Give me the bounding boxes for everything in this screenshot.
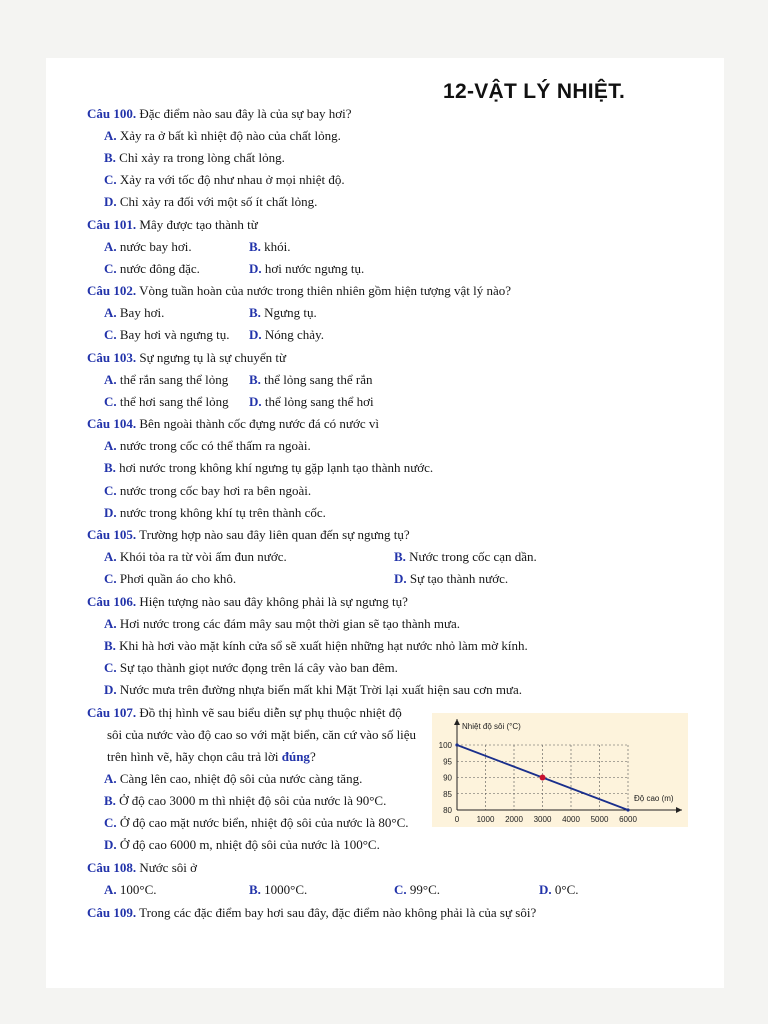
x-tick-label: 3000 (533, 815, 552, 824)
option-label: B. (249, 305, 261, 320)
question-text-line-2: sôi của nước vào độ cao so với mặt biển, căn cứ vào số liệu (107, 727, 417, 742)
option-text: Ở độ cao 6000 m, nhiệt độ sôi của nước là 100°C. (116, 837, 380, 852)
option-label: A. (104, 128, 117, 143)
option-label: D. (249, 327, 262, 342)
question-number: Câu 109. (87, 905, 137, 920)
x-axis-label: Độ cao (m) (634, 794, 674, 803)
option-d[interactable] (104, 682, 522, 698)
option-text: Khói tỏa ra từ vòi ấm đun nước. (116, 549, 287, 564)
question-101 (87, 217, 258, 233)
option-a[interactable] (104, 239, 192, 255)
option-label: C. (104, 815, 117, 830)
option-text: nước bay hơi. (116, 239, 192, 254)
y-tick-label: 100 (438, 741, 452, 750)
y-axis-label: Nhiệt độ sôi (°C) (462, 722, 521, 731)
option-text: Chỉ xảy ra đối với một số ít chất lỏng. (116, 194, 318, 209)
option-text: nước trong cốc có thể thấm ra ngoài. (116, 438, 311, 453)
option-label: B. (394, 549, 406, 564)
option-label: C. (104, 660, 117, 675)
boiling-point-chart (432, 713, 688, 827)
option-b[interactable] (104, 150, 285, 166)
question-text-line-1: Đồ thị hình vẽ sau biểu diễn sự phụ thuộc nhiệt độ (136, 705, 402, 720)
question-text: Bên ngoài thành cốc đựng nước đá có nước vì (136, 416, 379, 431)
option-b[interactable] (249, 372, 372, 388)
question-number: Câu 101. (87, 217, 137, 232)
y-tick-label: 80 (443, 806, 452, 815)
option-d[interactable] (249, 261, 364, 277)
question-text: Trong các đặc điểm bay hơi sau đây, đặc điểm nào không phải là của sự sôi? (136, 905, 537, 920)
option-c[interactable] (104, 261, 200, 277)
option-label: A. (104, 616, 117, 631)
option-text: Chỉ xảy ra trong lòng chất lỏng. (115, 150, 285, 165)
chart-svg (432, 713, 688, 827)
option-text: hơi nước ngưng tụ. (261, 261, 365, 276)
option-label: C. (104, 571, 117, 586)
question-107 (87, 705, 402, 721)
question-109 (87, 905, 536, 921)
option-label: C. (104, 261, 117, 276)
y-tick-label: 90 (443, 773, 452, 783)
option-d[interactable] (249, 394, 374, 410)
option-label: B. (249, 372, 261, 387)
emphasis-word: đúng (281, 749, 310, 764)
option-a[interactable] (104, 305, 164, 321)
option-text: Ngưng tụ. (260, 305, 317, 320)
option-a[interactable] (104, 882, 157, 898)
option-b[interactable] (394, 549, 537, 565)
option-c[interactable] (104, 394, 229, 410)
option-label: C. (104, 483, 117, 498)
question-104 (87, 416, 379, 432)
question-text: Mây được tạo thành từ (136, 217, 258, 232)
option-label: C. (104, 394, 117, 409)
option-text: nước đông đặc. (116, 261, 200, 276)
option-text: nước trong cốc bay hơi ra bên ngoài. (116, 483, 312, 498)
y-tick-label: 95 (443, 757, 452, 767)
option-d[interactable] (394, 571, 508, 587)
option-label: B. (249, 239, 261, 254)
option-label: D. (104, 194, 117, 209)
option-c[interactable] (104, 172, 345, 188)
option-text: Sự tạo thành giọt nước đọng trên lá cây vào ban đêm. (116, 660, 398, 675)
option-text: Hơi nước trong các đám mây sau một thời gian sẽ tạo thành mưa. (116, 616, 461, 631)
option-a[interactable] (104, 372, 228, 388)
question-102 (87, 283, 511, 299)
option-c[interactable] (394, 882, 440, 898)
option-a[interactable] (104, 771, 362, 787)
question-103 (87, 350, 286, 366)
option-label: C. (104, 172, 117, 187)
y-tick-label: 85 (443, 789, 452, 799)
option-b[interactable] (104, 460, 433, 476)
option-label: B. (104, 460, 116, 475)
option-c[interactable] (104, 815, 409, 831)
option-label: B. (104, 793, 116, 808)
option-text: Ở độ cao mặt nước biển, nhiệt độ sôi của nước là 80°C. (116, 815, 409, 830)
option-label: D. (394, 571, 407, 586)
option-text: Phơi quần áo cho khô. (116, 571, 237, 586)
option-a[interactable] (104, 616, 460, 632)
option-a[interactable] (104, 549, 287, 565)
option-text: Ở độ cao 3000 m thì nhiệt độ sôi của nước là 90°C. (115, 793, 387, 808)
option-b[interactable] (249, 882, 307, 898)
x-tick-label: 6000 (619, 815, 637, 824)
option-b[interactable] (104, 638, 528, 654)
page-title: 12-VẬT LÝ NHIỆT. (443, 80, 626, 103)
option-text: 1000°C. (260, 882, 308, 897)
question-number: Câu 102. (87, 283, 137, 298)
highlight-point (540, 775, 546, 781)
option-c[interactable] (104, 571, 236, 587)
option-c[interactable] (104, 483, 311, 499)
question-text: Đặc điểm nào sau đây là của sự bay hơi? (136, 106, 352, 121)
x-axis-arrow (676, 807, 682, 813)
option-b[interactable] (249, 239, 291, 255)
option-text: Nước mưa trên đường nhựa biến mất khi Mặt Trời lại xuất hiện sau cơn mưa. (116, 682, 522, 697)
question-text: Sự ngưng tụ là sự chuyển từ (136, 350, 286, 365)
chart-labels (439, 722, 674, 824)
option-label: B. (249, 882, 261, 897)
option-a[interactable] (104, 438, 311, 454)
option-text: Xảy ra ở bất kì nhiệt độ nào của chất lỏng. (116, 128, 341, 143)
option-label: D. (249, 261, 262, 276)
option-b[interactable] (104, 793, 386, 809)
option-label: C. (104, 327, 117, 342)
option-text: Nước trong cốc cạn dần. (405, 549, 537, 564)
option-text: Khi hà hơi vào mặt kính cửa sổ sẽ xuất hiện những hạt nước nhỏ làm mờ kính. (115, 638, 528, 653)
question-100 (87, 106, 351, 122)
option-d[interactable] (104, 837, 380, 853)
question-number: Câu 104. (87, 416, 137, 431)
option-text: hơi nước trong không khí ngưng tụ gặp lạnh tạo thành nước. (115, 460, 434, 475)
option-label: D. (104, 837, 117, 852)
option-label: A. (104, 882, 117, 897)
option-a[interactable] (104, 128, 341, 144)
option-text: thể lỏng sang thể hơi (261, 394, 374, 409)
option-text: 99°C. (406, 882, 441, 897)
question-text: Vòng tuần hoàn của nước trong thiên nhiên gồm hiện tượng vật lý nào? (136, 283, 512, 298)
question-number: Câu 100. (87, 106, 137, 121)
option-text: Sự tạo thành nước. (406, 571, 509, 586)
question-number: Câu 106. (87, 594, 137, 609)
option-label: D. (104, 505, 117, 520)
question-text: Nước sôi ở (136, 860, 197, 875)
option-label: C. (394, 882, 407, 897)
option-label: B. (104, 150, 116, 165)
option-label: A. (104, 305, 117, 320)
option-text: thể rắn sang thể lỏng (116, 372, 229, 387)
x-tick-label: 0 (454, 815, 460, 824)
option-d[interactable] (539, 882, 579, 898)
option-label: D. (249, 394, 262, 409)
question-number: Câu 107. (87, 705, 137, 720)
option-text: thể hơi sang thể lỏng (116, 394, 229, 409)
question-106 (87, 594, 408, 610)
option-text: Xảy ra với tốc độ như nhau ở mọi nhiệt độ. (116, 172, 345, 187)
option-text: Bay hơi và ngưng tụ. (116, 327, 230, 342)
option-text: 0°C. (551, 882, 579, 897)
series-endpoint (455, 743, 458, 746)
option-d[interactable] (104, 194, 317, 210)
option-label: D. (104, 682, 117, 697)
question-108 (87, 860, 197, 876)
question-text: Hiện tượng nào sau đây không phải là sự ngưng tụ? (136, 594, 408, 609)
y-axis-arrow (454, 719, 460, 725)
option-d[interactable] (104, 505, 326, 521)
option-d[interactable] (249, 327, 324, 343)
x-tick-label: 1000 (476, 815, 495, 824)
option-label: A. (104, 771, 117, 786)
option-label: A. (104, 438, 117, 453)
option-b[interactable] (249, 305, 317, 321)
option-c[interactable] (104, 327, 230, 343)
question-number: Câu 103. (87, 350, 137, 365)
question-text-line-3 (107, 749, 316, 765)
option-c[interactable] (104, 660, 398, 676)
option-text: Bay hơi. (116, 305, 165, 320)
question-text-fragment: ? (309, 749, 316, 764)
question-text: Trường hợp nào sau đây liên quan đến sự ngưng tụ? (136, 527, 410, 542)
option-text: thể lỏng sang thể rắn (260, 372, 373, 387)
option-label: B. (104, 638, 116, 653)
option-text: Nóng chảy. (261, 327, 324, 342)
series-endpoint (626, 808, 629, 811)
option-label: D. (539, 882, 552, 897)
x-tick-label: 4000 (562, 815, 580, 824)
option-label: A. (104, 239, 117, 254)
option-text: khói. (260, 239, 291, 254)
x-tick-label: 5000 (590, 815, 609, 824)
x-tick-label: 2000 (505, 815, 523, 824)
question-number: Câu 105. (87, 527, 137, 542)
option-label: A. (104, 549, 117, 564)
option-text: Càng lên cao, nhiệt độ sôi của nước càng tăng. (116, 771, 363, 786)
option-label: A. (104, 372, 117, 387)
question-105 (87, 527, 410, 543)
option-text: 100°C. (116, 882, 157, 897)
question-number: Câu 108. (87, 860, 137, 875)
question-text-fragment: trên hình vẽ, hãy chọn câu trả lời (107, 749, 282, 764)
option-text: nước trong không khí tụ trên thành cốc. (116, 505, 326, 520)
